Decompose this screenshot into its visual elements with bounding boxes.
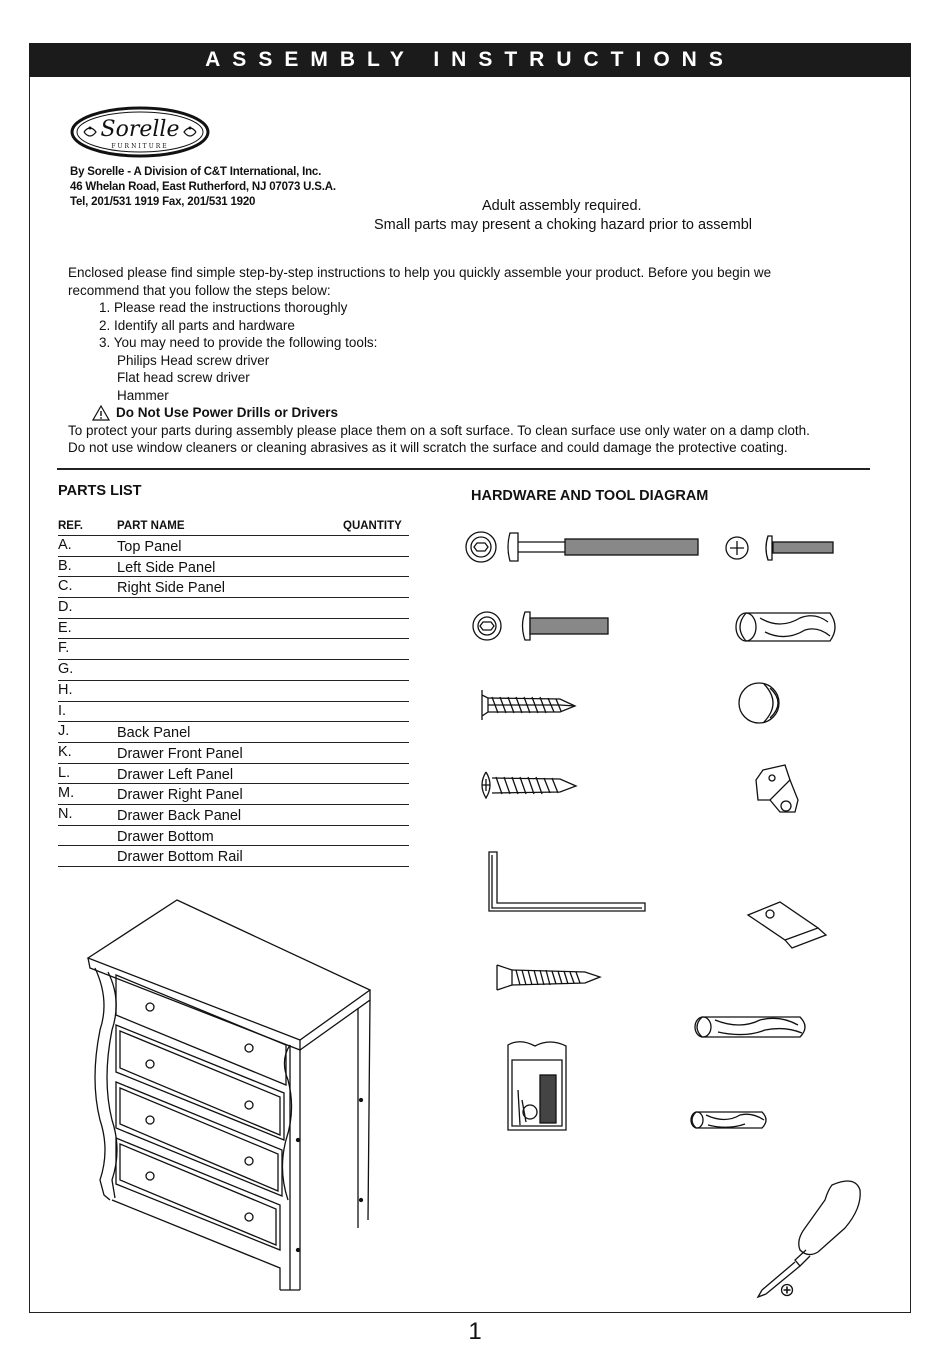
intro-para-2: recommend that you follow the steps below:: [68, 282, 331, 298]
step-1: 1. Please read the instructions thoroughly: [99, 300, 348, 315]
hardware-bag-icon: [508, 1042, 566, 1130]
small-bolt-icon: [726, 536, 833, 560]
care-line-1: To protect your parts during assembly please place them on a soft surface. To clean surface use only water on a damp cloth.: [68, 422, 810, 438]
company-line-3: Tel, 201/531 1919 Fax, 201/531 1920: [70, 196, 256, 208]
part-ref: A.: [58, 537, 72, 553]
company-line-2: 46 Whelan Road, East Rutherford, NJ 07073 U.S.A.: [70, 181, 336, 193]
part-name: Drawer Bottom Rail: [117, 849, 243, 866]
wood-screw-icon: [482, 690, 575, 720]
part-name: Drawer Right Panel: [117, 787, 243, 804]
part-ref: B.: [58, 557, 72, 574]
drawer-knob-icon: [739, 683, 779, 723]
corner-bracket-icon: [748, 902, 826, 948]
part-ref: I.: [58, 702, 67, 719]
part-name: Right Side Panel: [117, 580, 226, 597]
part-ref: N.: [58, 805, 73, 822]
angle-bracket-icon: [756, 765, 798, 812]
col-quantity: QUANTITY: [343, 520, 402, 532]
part-ref: E.: [58, 619, 72, 636]
long-bolt-icon: [466, 532, 698, 562]
step-2: 2. Identify all parts and hardware: [99, 317, 295, 333]
part-name: Drawer Back Panel: [117, 807, 242, 824]
part-name: Drawer Front Panel: [117, 745, 243, 762]
short-bolt-icon: [473, 612, 608, 640]
part-name: Drawer Bottom: [117, 828, 214, 845]
col-ref: REF.: [58, 520, 83, 532]
company-line-1: By Sorelle - A Division of C&T International, Inc.: [70, 166, 322, 178]
long-screw-icon: [497, 965, 600, 990]
tool-2: Flat head screw driver: [117, 370, 250, 385]
col-part-name: PART NAME: [117, 520, 185, 532]
part-ref: K.: [58, 743, 72, 760]
page-number: 1: [468, 1318, 482, 1345]
medium-dowel-icon: [695, 1017, 805, 1037]
adult-notice: Adult assembly required.: [482, 198, 642, 214]
page-title: ASSEMBLY INSTRUCTIONS: [29, 43, 911, 77]
wood-dowel-icon: [736, 613, 835, 641]
intro-para-1: Enclosed please find simple step-by-step instructions to help you quickly assemble your product. Before you begin we: [68, 265, 772, 280]
screwdriver-icon: [758, 1181, 860, 1297]
step-3: 3. You may need to provide the following tools:: [99, 335, 378, 350]
part-ref: G.: [58, 661, 74, 678]
part-ref: J.: [58, 723, 70, 740]
hardware-title: HARDWARE AND TOOL DIAGRAM: [471, 488, 709, 504]
round-head-screw-icon: [482, 772, 576, 798]
parts-list-title: PARTS LIST: [58, 483, 142, 499]
part-ref: M.: [58, 785, 75, 802]
part-ref: H.: [58, 681, 73, 698]
small-dowel-icon: [691, 1112, 766, 1128]
logo-sub: FURNITURE: [111, 143, 169, 150]
part-name: Drawer Left Panel: [117, 766, 234, 783]
part-name: Back Panel: [117, 725, 191, 742]
part-ref: F.: [58, 640, 70, 657]
care-line-2: Do not use window cleaners or cleaning abrasives as it will scratch the surface and could damage the protective coating.: [68, 440, 788, 455]
choking-notice: Small parts may present a choking hazard prior to assembl: [374, 217, 752, 233]
part-name: Top Panel: [117, 539, 182, 555]
dresser-illustration: [88, 900, 370, 1290]
allen-key-icon: [489, 852, 645, 911]
part-ref: D.: [58, 599, 73, 616]
part-ref: C.: [58, 578, 73, 595]
part-name: Left Side Panel: [117, 559, 216, 576]
tool-3: Hammer: [117, 387, 169, 403]
part-ref: L.: [58, 764, 71, 781]
logo-brand: Sorelle: [100, 117, 180, 142]
tool-1: Philips Head screw driver: [117, 352, 270, 368]
warning-text: Do Not Use Power Drills or Drivers: [116, 405, 339, 420]
